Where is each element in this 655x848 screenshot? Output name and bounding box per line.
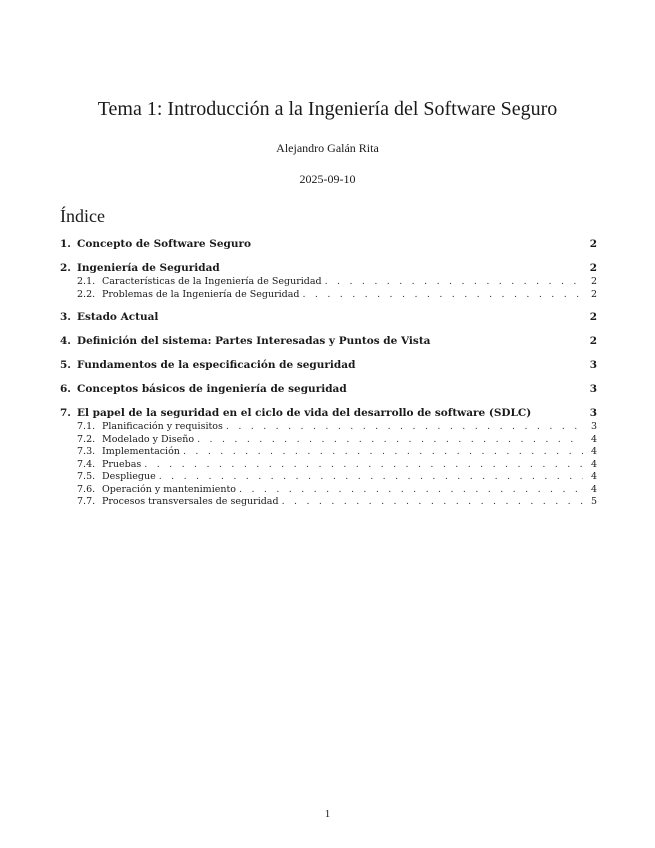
toc-spacer xyxy=(60,349,597,357)
toc-spacer xyxy=(60,325,597,333)
toc-subsection-page: 4 xyxy=(590,458,597,470)
toc-subsection-page: 3 xyxy=(590,421,597,432)
toc-section-label: Concepto de Software Seguro xyxy=(77,238,252,250)
toc-subsection-7-5[interactable] xyxy=(60,471,597,484)
toc-section-1[interactable] xyxy=(60,236,597,252)
toc-section-label: Definición del sistema: Partes Interesadas y Puntos de Vista xyxy=(77,335,431,347)
toc-section-7[interactable] xyxy=(60,405,597,421)
toc-subsection-2-2[interactable] xyxy=(60,289,597,302)
toc-dot-leader xyxy=(302,289,583,302)
toc-section-label: Fundamentos de la especificación de seguridad xyxy=(77,359,356,371)
toc-subsection-label: Despliegue xyxy=(102,471,156,482)
document-title: Tema 1: Introducción a la Ingeniería del Software Seguro xyxy=(97,98,558,120)
toc-subsection-7-1[interactable] xyxy=(60,421,597,434)
toc-subsection-label: Operación y mantenimiento xyxy=(102,483,237,495)
toc-spacer xyxy=(60,252,597,260)
toc-dot-leader xyxy=(325,276,583,289)
toc-subsection-7-7[interactable] xyxy=(60,496,597,509)
toc-subsection-label: Implementación xyxy=(102,446,180,457)
document-author: Alejandro Galán Rita xyxy=(276,141,379,155)
toc-section-number: 7. xyxy=(60,407,71,419)
toc-section-number: 4. xyxy=(60,335,71,347)
toc-section-number: 3. xyxy=(60,311,71,323)
toc-subsection-7-2[interactable] xyxy=(60,434,597,447)
toc-subsection-2-1[interactable] xyxy=(60,276,597,289)
toc-spacer xyxy=(60,397,597,405)
toc-section-page: 2 xyxy=(589,311,597,323)
toc-subsection-label: Procesos transversales de seguridad xyxy=(102,496,279,507)
toc-subsection-number: 7.3. xyxy=(77,446,96,457)
toc-subsection-number: 7.5. xyxy=(77,471,96,482)
toc-section-page: 2 xyxy=(589,262,597,274)
toc-subsection-label: Problemas de la Ingeniería de Seguridad xyxy=(102,288,300,300)
toc-dot-leader xyxy=(282,496,583,509)
toc-section-label: Ingeniería de Seguridad xyxy=(77,262,220,274)
toc-subsection-page: 5 xyxy=(590,496,597,507)
toc-subsection-number: 2.1. xyxy=(77,276,96,287)
toc-subsection-7-3[interactable] xyxy=(60,446,597,459)
toc-section-number: 6. xyxy=(60,383,71,395)
toc-section-label: El papel de la seguridad en el ciclo de vida del desarrollo de software (SDLC) xyxy=(77,407,532,419)
toc-subsection-page: 4 xyxy=(590,471,597,482)
toc-subsection-number: 7.6. xyxy=(77,483,96,495)
toc-subsection-number: 7.7. xyxy=(77,496,96,507)
toc-section-3[interactable] xyxy=(60,309,597,325)
toc-subsection-7-4[interactable] xyxy=(60,459,597,472)
toc-subsection-label: Características de la Ingeniería de Seguridad xyxy=(102,276,322,287)
toc-dot-leader xyxy=(197,434,583,447)
toc-subsection-page: 4 xyxy=(590,446,597,457)
toc-heading: Índice xyxy=(60,206,105,226)
toc-section-4[interactable] xyxy=(60,333,597,349)
toc-dot-leader xyxy=(183,446,583,459)
toc-dot-leader xyxy=(144,459,583,472)
toc-dot-leader xyxy=(239,484,583,497)
toc-section-number: 1. xyxy=(60,238,71,250)
toc-subsection-number: 7.4. xyxy=(77,458,96,470)
toc-subsection-page: 4 xyxy=(590,433,597,445)
toc-section-2[interactable] xyxy=(60,260,597,276)
toc-section-page: 3 xyxy=(589,407,597,419)
toc-section-page: 2 xyxy=(589,335,597,347)
toc-spacer xyxy=(60,301,597,309)
toc-section-5[interactable] xyxy=(60,357,597,373)
document-date: 2025-09-10 xyxy=(299,172,356,186)
toc-section-page: 3 xyxy=(589,359,597,371)
toc-subsection-page: 2 xyxy=(590,276,597,287)
toc-section-page: 3 xyxy=(589,383,597,395)
toc-subsection-label: Modelado y Diseño xyxy=(102,433,195,445)
toc-subsection-label: Pruebas xyxy=(102,458,142,470)
toc-dot-leader xyxy=(226,421,583,434)
toc-section-page: 2 xyxy=(589,238,597,250)
toc-section-label: Conceptos básicos de ingeniería de seguridad xyxy=(77,383,347,395)
toc-subsection-number: 7.1. xyxy=(77,421,96,432)
toc-section-number: 5. xyxy=(60,359,71,371)
page-number: 1 xyxy=(324,808,331,820)
toc-subsection-page: 2 xyxy=(590,288,597,300)
toc-subsection-page: 4 xyxy=(590,483,597,495)
toc-section-number: 2. xyxy=(60,262,71,274)
toc-dot-leader xyxy=(159,471,583,484)
toc-subsection-7-6[interactable] xyxy=(60,484,597,497)
toc-spacer xyxy=(60,373,597,381)
toc-section-6[interactable] xyxy=(60,381,597,397)
toc-section-label: Estado Actual xyxy=(77,311,159,323)
toc-subsection-number: 2.2. xyxy=(77,288,96,300)
toc-subsection-number: 7.2. xyxy=(77,433,96,445)
table-of-contents xyxy=(60,236,597,509)
toc-subsection-label: Planificación y requisitos xyxy=(102,421,223,432)
